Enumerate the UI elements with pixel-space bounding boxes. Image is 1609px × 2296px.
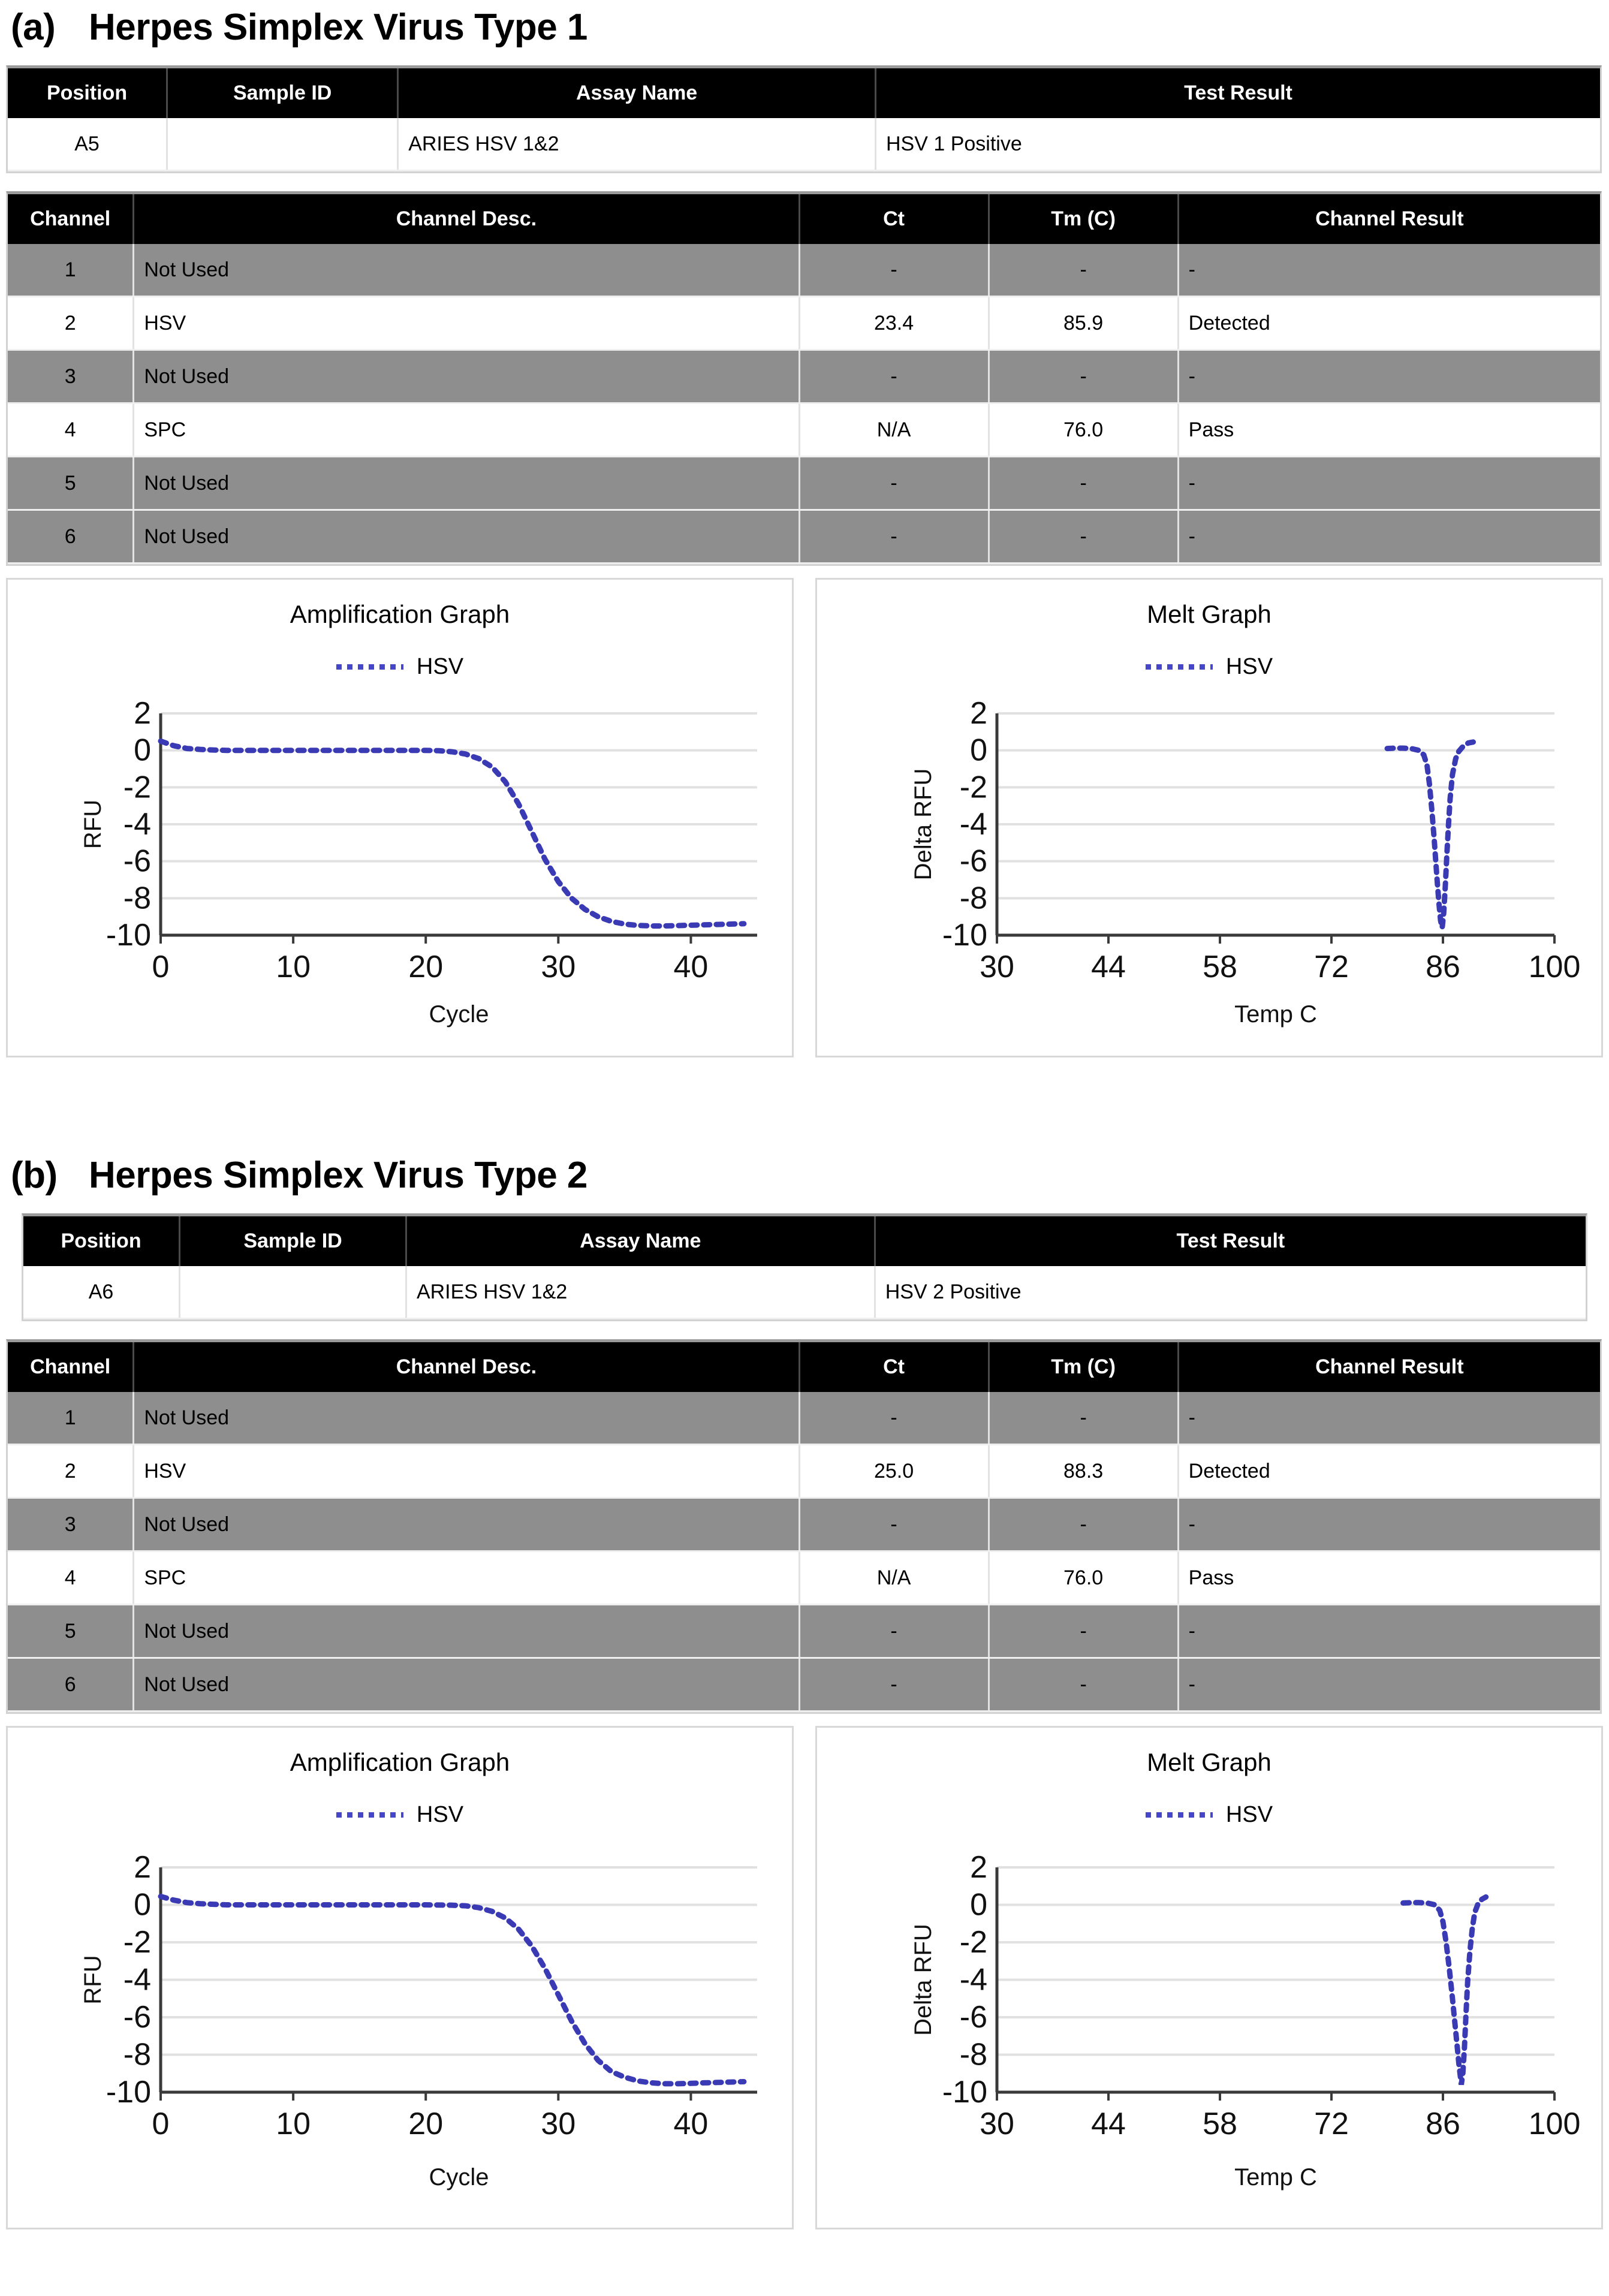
- cell-tm: 88.3: [989, 1445, 1178, 1498]
- svg-text:86: 86: [1426, 2107, 1460, 2141]
- svg-text:RFU: RFU: [80, 799, 106, 849]
- svg-text:72: 72: [1314, 950, 1349, 984]
- col-header-tm: Tm (C): [989, 194, 1178, 244]
- cell-desc: Not Used: [134, 1658, 799, 1712]
- panel-a-amplification-card: [6, 578, 794, 1057]
- panel-a-channel-table: [8, 194, 1600, 564]
- cell-channel: 1: [8, 244, 134, 297]
- panel-b-summary-table: [23, 1216, 1586, 1319]
- panel-b-melt-card: [815, 1726, 1603, 2229]
- svg-text:30: 30: [980, 950, 1014, 984]
- cell-desc: Not Used: [134, 457, 799, 510]
- cell-tm: -: [989, 350, 1178, 403]
- cell-channel: 5: [8, 1605, 134, 1658]
- cell-channel: 2: [8, 1445, 134, 1498]
- panel-b-graph-row: [6, 1726, 1603, 2229]
- table-header-row: [23, 1216, 1586, 1266]
- cell-result: Detected: [1178, 297, 1600, 350]
- amplification-legend: [8, 654, 792, 680]
- cell-ct: -: [799, 1658, 989, 1712]
- svg-text:-8: -8: [959, 2037, 987, 2072]
- melt-graph-title: Melt Graph: [1147, 1748, 1271, 1776]
- panel-a-tag: (a): [11, 7, 56, 48]
- svg-text:20: 20: [408, 950, 444, 984]
- cell-channel: 4: [8, 403, 134, 457]
- svg-text:100: 100: [1528, 2107, 1581, 2141]
- cell-ct: -: [799, 350, 989, 403]
- svg-text:86: 86: [1426, 950, 1460, 984]
- cell-ct: -: [799, 457, 989, 510]
- panel-b-channel-table-wrap: [6, 1339, 1602, 1714]
- col-header-channel-desc: Channel Desc.: [134, 194, 799, 244]
- panel-b-channel-table: [8, 1342, 1600, 1712]
- cell-assay-name: ARIES HSV 1&2: [406, 1266, 875, 1319]
- svg-text:58: 58: [1203, 2107, 1237, 2141]
- table-row: [8, 1498, 1600, 1551]
- amplification-plot: [8, 695, 792, 1031]
- table-row: [8, 1392, 1600, 1445]
- svg-text:Delta RFU: Delta RFU: [910, 1924, 936, 2036]
- table-row: [8, 1551, 1600, 1605]
- svg-text:20: 20: [408, 2107, 444, 2141]
- cell-ct: 23.4: [799, 297, 989, 350]
- amplification-graph-title: Amplification Graph: [290, 600, 510, 628]
- cell-ct: -: [799, 1392, 989, 1445]
- legend-label: HSV: [416, 1802, 464, 1827]
- cell-result: Pass: [1178, 403, 1600, 457]
- svg-text:-4: -4: [123, 807, 151, 842]
- svg-text:2: 2: [134, 696, 151, 731]
- panel-b-tag: (b): [11, 1155, 58, 1196]
- panel-a-channel-table-wrap: [6, 191, 1602, 566]
- cell-desc: Not Used: [134, 1498, 799, 1551]
- cell-result: -: [1178, 510, 1600, 564]
- legend-label: HSV: [416, 654, 464, 679]
- col-header-channel-result: Channel Result: [1178, 1342, 1600, 1392]
- legend-label: HSV: [1225, 654, 1273, 679]
- cell-tm: -: [989, 1498, 1178, 1551]
- cell-ct: -: [799, 244, 989, 297]
- table-header-row: [8, 194, 1600, 244]
- cell-channel: 3: [8, 1498, 134, 1551]
- svg-text:-4: -4: [123, 1962, 151, 1997]
- svg-text:0: 0: [134, 1887, 151, 1923]
- col-header-sample-id: Sample ID: [167, 68, 398, 118]
- svg-text:44: 44: [1091, 950, 1126, 984]
- legend-label: HSV: [1225, 1802, 1273, 1827]
- cell-desc: HSV: [134, 1445, 799, 1498]
- cell-desc: Not Used: [134, 1392, 799, 1445]
- cell-result: -: [1178, 1658, 1600, 1712]
- col-header-sample-id: Sample ID: [180, 1216, 406, 1266]
- svg-text:Temp C: Temp C: [1234, 2164, 1317, 2190]
- amplification-graph-title: Amplification Graph: [290, 1748, 510, 1776]
- cell-channel: 4: [8, 1551, 134, 1605]
- cell-tm: 76.0: [989, 1551, 1178, 1605]
- melt-legend: [817, 654, 1601, 680]
- cell-result: -: [1178, 350, 1600, 403]
- melt-plot: [817, 1843, 1601, 2197]
- table-row: [8, 457, 1600, 510]
- svg-text:72: 72: [1314, 2107, 1349, 2141]
- svg-text:-6: -6: [959, 2000, 987, 2035]
- panel-a-melt-card: [815, 578, 1603, 1057]
- cell-tm: -: [989, 1392, 1178, 1445]
- cell-tm: 76.0: [989, 403, 1178, 457]
- legend-dash-icon: [336, 1812, 403, 1818]
- col-header-test-result: Test Result: [875, 1216, 1586, 1266]
- cell-desc: HSV: [134, 297, 799, 350]
- cell-result: -: [1178, 1392, 1600, 1445]
- svg-text:0: 0: [152, 2107, 170, 2141]
- svg-text:0: 0: [970, 733, 987, 768]
- cell-desc: Not Used: [134, 510, 799, 564]
- cell-ct: -: [799, 1498, 989, 1551]
- cell-test-result: HSV 2 Positive: [875, 1266, 1586, 1319]
- svg-text:-10: -10: [106, 918, 151, 953]
- cell-channel: 6: [8, 510, 134, 564]
- cell-sample-id: [167, 118, 398, 171]
- panel-b-summary-table-wrap: [22, 1213, 1587, 1321]
- table-row: [8, 350, 1600, 403]
- col-header-test-result: Test Result: [876, 68, 1601, 118]
- svg-text:0: 0: [152, 950, 170, 984]
- panel-a-heading: [11, 6, 1603, 49]
- col-header-channel: Channel: [8, 194, 134, 244]
- panel-a-summary-table: [8, 68, 1600, 171]
- svg-text:-2: -2: [123, 1925, 151, 1960]
- melt-graph-title: Melt Graph: [1147, 600, 1271, 628]
- svg-text:2: 2: [970, 696, 987, 731]
- table-row: [8, 118, 1600, 171]
- svg-text:-4: -4: [959, 1962, 987, 1997]
- col-header-position: Position: [8, 68, 167, 118]
- table-row: [8, 1445, 1600, 1498]
- svg-text:-8: -8: [123, 2037, 151, 2072]
- cell-desc: Not Used: [134, 244, 799, 297]
- cell-result: -: [1178, 457, 1600, 510]
- col-header-position: Position: [23, 1216, 180, 1266]
- cell-tm: -: [989, 1658, 1178, 1712]
- cell-channel: 2: [8, 297, 134, 350]
- col-header-channel-result: Channel Result: [1178, 194, 1600, 244]
- table-row: [8, 1605, 1600, 1658]
- table-row: [8, 244, 1600, 297]
- svg-text:Temp C: Temp C: [1234, 1001, 1317, 1028]
- svg-text:0: 0: [134, 733, 151, 768]
- cell-sample-id: [180, 1266, 406, 1319]
- cell-position: A6: [23, 1266, 180, 1319]
- cell-desc: SPC: [134, 1551, 799, 1605]
- panel-a-graph-row: [6, 578, 1603, 1057]
- svg-text:-4: -4: [959, 807, 987, 842]
- cell-result: Detected: [1178, 1445, 1600, 1498]
- col-header-tm: Tm (C): [989, 1342, 1178, 1392]
- amplification-plot: [8, 1843, 792, 2197]
- cell-ct: N/A: [799, 1551, 989, 1605]
- svg-text:58: 58: [1203, 950, 1237, 984]
- cell-result: -: [1178, 1498, 1600, 1551]
- cell-channel: 5: [8, 457, 134, 510]
- svg-text:10: 10: [276, 950, 311, 984]
- panel-b-title: Herpes Simplex Virus Type 2: [89, 1155, 587, 1196]
- svg-text:-2: -2: [959, 1925, 987, 1960]
- cell-result: -: [1178, 1605, 1600, 1658]
- cell-position: A5: [8, 118, 167, 171]
- svg-text:10: 10: [276, 2107, 311, 2141]
- col-header-assay-name: Assay Name: [406, 1216, 875, 1266]
- panel-a-channel-rows: [8, 244, 1600, 564]
- col-header-assay-name: Assay Name: [398, 68, 876, 118]
- cell-ct: -: [799, 1605, 989, 1658]
- legend-dash-icon: [1146, 1812, 1213, 1818]
- cell-assay-name: ARIES HSV 1&2: [398, 118, 876, 171]
- svg-text:-10: -10: [106, 2075, 151, 2110]
- svg-text:-10: -10: [942, 2075, 987, 2110]
- cell-result: -: [1178, 244, 1600, 297]
- svg-text:-8: -8: [123, 881, 151, 916]
- svg-text:100: 100: [1528, 950, 1581, 984]
- table-row: [8, 510, 1600, 564]
- cell-tm: -: [989, 244, 1178, 297]
- table-row: [8, 1658, 1600, 1712]
- cell-tm: -: [989, 510, 1178, 564]
- table-row: [8, 403, 1600, 457]
- cell-ct: 25.0: [799, 1445, 989, 1498]
- cell-desc: SPC: [134, 403, 799, 457]
- panel-b-amplification-card: [6, 1726, 794, 2229]
- svg-text:30: 30: [541, 2107, 576, 2141]
- cell-result: Pass: [1178, 1551, 1600, 1605]
- svg-text:-6: -6: [123, 2000, 151, 2035]
- svg-text:Cycle: Cycle: [429, 1001, 489, 1028]
- col-header-ct: Ct: [799, 194, 989, 244]
- cell-tm: -: [989, 457, 1178, 510]
- svg-text:44: 44: [1091, 2107, 1126, 2141]
- svg-text:30: 30: [541, 950, 576, 984]
- panel-a: [6, 6, 1603, 1057]
- panel-a-summary-table-wrap: [6, 65, 1602, 173]
- table-header-row: [8, 1342, 1600, 1392]
- cell-ct: -: [799, 510, 989, 564]
- svg-text:30: 30: [980, 2107, 1014, 2141]
- panel-b-channel-rows: [8, 1392, 1600, 1712]
- table-header-row: [8, 68, 1600, 118]
- col-header-channel-desc: Channel Desc.: [134, 1342, 799, 1392]
- panel-a-title: Herpes Simplex Virus Type 1: [89, 7, 587, 48]
- cell-ct: N/A: [799, 403, 989, 457]
- svg-text:-6: -6: [123, 843, 151, 879]
- svg-text:2: 2: [134, 1850, 151, 1885]
- svg-text:2: 2: [970, 1850, 987, 1885]
- table-row: [8, 297, 1600, 350]
- svg-text:RFU: RFU: [80, 1955, 106, 2005]
- svg-text:-6: -6: [959, 843, 987, 879]
- svg-text:40: 40: [673, 950, 709, 984]
- svg-text:-2: -2: [123, 770, 151, 805]
- col-header-ct: Ct: [799, 1342, 989, 1392]
- cell-channel: 6: [8, 1658, 134, 1712]
- cell-desc: Not Used: [134, 1605, 799, 1658]
- col-header-channel: Channel: [8, 1342, 134, 1392]
- cell-desc: Not Used: [134, 350, 799, 403]
- panel-b: [6, 1154, 1603, 2229]
- legend-dash-icon: [1146, 664, 1213, 670]
- cell-tm: 85.9: [989, 297, 1178, 350]
- melt-plot: [817, 695, 1601, 1031]
- svg-text:-10: -10: [942, 918, 987, 953]
- svg-text:Delta RFU: Delta RFU: [910, 768, 936, 881]
- svg-text:-8: -8: [959, 881, 987, 916]
- svg-text:0: 0: [970, 1887, 987, 1923]
- melt-legend: [817, 1802, 1601, 1828]
- legend-dash-icon: [336, 664, 403, 670]
- cell-channel: 1: [8, 1392, 134, 1445]
- svg-text:-2: -2: [959, 770, 987, 805]
- svg-text:Cycle: Cycle: [429, 2164, 489, 2190]
- table-row: [23, 1266, 1586, 1319]
- panel-b-heading: [11, 1154, 1603, 1197]
- cell-test-result: HSV 1 Positive: [876, 118, 1601, 171]
- cell-tm: -: [989, 1605, 1178, 1658]
- amplification-legend: [8, 1802, 792, 1828]
- svg-text:40: 40: [673, 2107, 709, 2141]
- cell-channel: 3: [8, 350, 134, 403]
